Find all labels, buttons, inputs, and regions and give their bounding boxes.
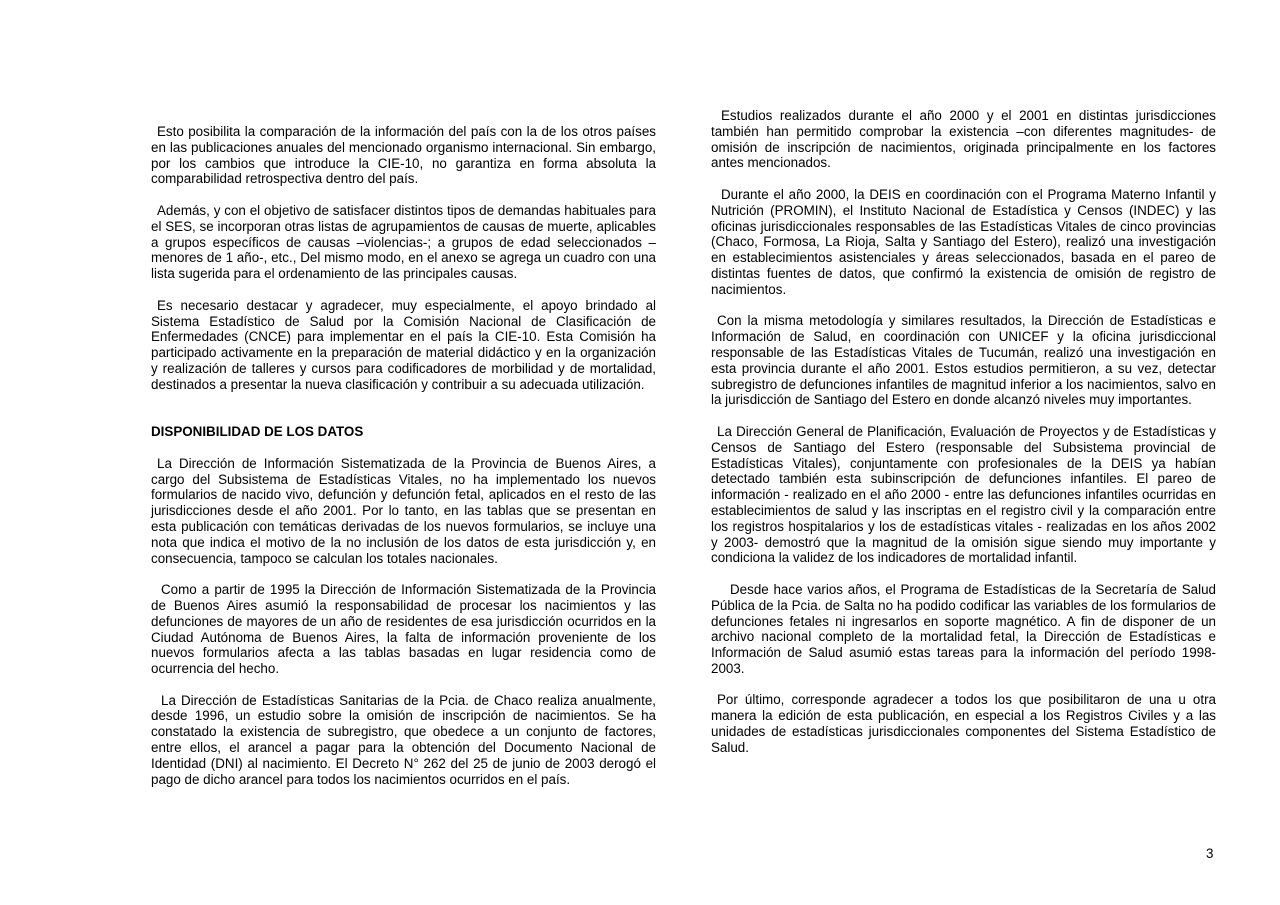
paragraph-final-thanks: Por último, corresponde agradecer a todos los que posibilitaron de una u otra manera la edición de esta publicación, en especial a los Registros Civiles y a las unidades de estadísticas jurisdiccionales componentes del Sistema Estadístico de Salud. [711, 692, 1216, 755]
right-column [711, 108, 1216, 771]
paragraph-studies-2000-2001: Estudios realizados durante el año 2000 y el 2001 en distintas jurisdicciones también han permitido comprobar la existencia –con diferentes magnitudes- de omisión de inscripción de nacimientos, originada principalmente en los factores antes mencionados. [711, 108, 1216, 171]
section-heading: DISPONIBILIDAD DE LOS DATOS [151, 424, 364, 440]
paragraph-deis-promin: Durante el año 2000, la DEIS en coordinación con el Programa Materno Infantil y Nutrición (PROMIN), el Instituto Nacional de Estadística y Censos (INDEC) y las oficinas jurisdiccionales responsables de las Estadísticas Vitales de cinco provincias (Chaco, Formosa, La Rioja, Salta y Santiago del Estero), realizó una investigación en establecimientos asistenciales y áreas seleccionados, basada en el pareo de distintas fuentes de datos, que confirmó la existencia de omisión de registro de nacimientos. [711, 186, 1216, 297]
paragraph-additional-lists: Además, y con el objetivo de satisfacer distintos tipos de demandas habituales para el SES, se incorporan otras listas de agrupamientos de causas de muerte, aplicables a grupos específicos de causas –violencias-; a grupos de edad seleccionados –menores de 1 año-, etc., Del mismo modo, en el anexo se agrega un cuadro con una lista sugerida para el ordenamiento de las principales causas. [151, 202, 656, 282]
paragraph-chaco-study: La Dirección de Estadísticas Sanitarias de la Pcia. de Chaco realiza anualmente, desde 1996, un estudio sobre la omisión de inscripción de nacimientos. Se ha constatado la existencia de subregistro, que obedece a un conjunto de factores, entre ellos, el arancel a pagar para la obtención del Documento Nacional de Identidad (DNI) al nacimiento. El Decreto N° 262 del 25 de junio de 2003 derogó el pago de dicho arancel para todos los nacimientos ocurridos en el país. [151, 692, 656, 787]
paragraph-cnce-acknowledgement: Es necesario destacar y agradecer, muy especialmente, el apoyo brindado al Sistema Estadístico de Salud por la Comisión Nacional de Clasificación de Enfermedades (CNCE) para implementar en el país la CIE-10. Esta Comisión ha participado activamente en la preparación de material didáctico y en la organización y realización de talleres y cursos para codificadores de morbilidad y de mortalidad, destinados a presentar la nueva clasificación y contribuir a su adecuada utilización. [151, 297, 656, 392]
page-number: 3 [1206, 846, 1214, 861]
left-column [151, 124, 656, 803]
paragraph-buenos-aires-forms: La Dirección de Información Sistematizada de la Provincia de Buenos Aires, a cargo del Subsistema de Estadísticas Vitales, no ha implementado los nuevos formularios de nacido vivo, defunción y defunción fetal, aplicados en el resto de las jurisdicciones desde el año 2001. Por lo tanto, en las tablas que se presentan en esta publicación con temáticas derivadas de los nuevos formularios, se incluye una nota que indica el motivo de la no inclusión de los datos de esta jurisdicción y, en consecuencia, tampoco se calculan los totales nacionales. [151, 455, 656, 566]
paragraph-comparability: Esto posibilita la comparación de la información del país con la de los otros países en las publicaciones anuales del mencionado organismo internacional. Sin embargo, por los cambios que introduce la CIE-10, no garantiza en forma absoluta la comparabilidad retrospectiva dentro del país. [151, 124, 656, 187]
paragraph-salta-fetal: Desde hace varios años, el Programa de Estadísticas de la Secretaría de Salud Pública de la Pcia. de Salta no ha podido codificar las variables de los formularios de defunciones fetales ni ingresarlos en soporte magnético. A fin de disponer de un archivo nacional completo de la mortalidad fetal, la Dirección de Estadísticas e Información de Salud asumió estas tareas para la información del período 1998-2003. [711, 581, 1216, 676]
paragraph-tucuman-study: Con la misma metodología y similares resultados, la Dirección de Estadísticas e Información de Salud, en coordinación con UNICEF y la oficina jurisdiccional responsable de las Estadísticas Vitales de Tucumán, realizó una investigación en esta provincia durante el año 2001. Estos estudios permitieron, a su vez, detectar subregistro de defunciones infantiles de magnitud inferior a los nacimientos, salvo en la jurisdicción de Santiago del Estero en donde alcanzó niveles muy importantes. [711, 313, 1216, 408]
paragraph-santiago-del-estero: La Dirección General de Planificación, Evaluación de Proyectos y de Estadísticas y Censos de Santiago del Estero (responsable del Subsistema provincial de Estadísticas Vitales), conjuntamente con profesionales de la DEIS ya habían detectado también esta subinscripción de defunciones infantiles. El pareo de información - realizado en el año 2000 - entre las defunciones infantiles ocurridas en establecimientos de salud y las inscriptas en el registro civil y la comparación entre los registros hospitalarios y los de estadísticas vitales - realizadas en los años 2002 y 2003- demostró que la magnitud de la omisión sigue siendo muy importante y condiciona la validez de los indicadores de mortalidad infantil. [711, 423, 1216, 566]
paragraph-buenos-aires-1995: Como a partir de 1995 la Dirección de Información Sistematizada de la Provincia de Buenos Aires asumió la responsabilidad de procesar los nacimientos y las defunciones de mayores de un año de residentes de esa jurisdicción ocurridos en la Ciudad Autónoma de Buenos Aires, la falta de información proveniente de los nuevos formularios afecta a las tablas basadas en lugar residencia como de ocurrencia del hecho. [151, 582, 656, 677]
